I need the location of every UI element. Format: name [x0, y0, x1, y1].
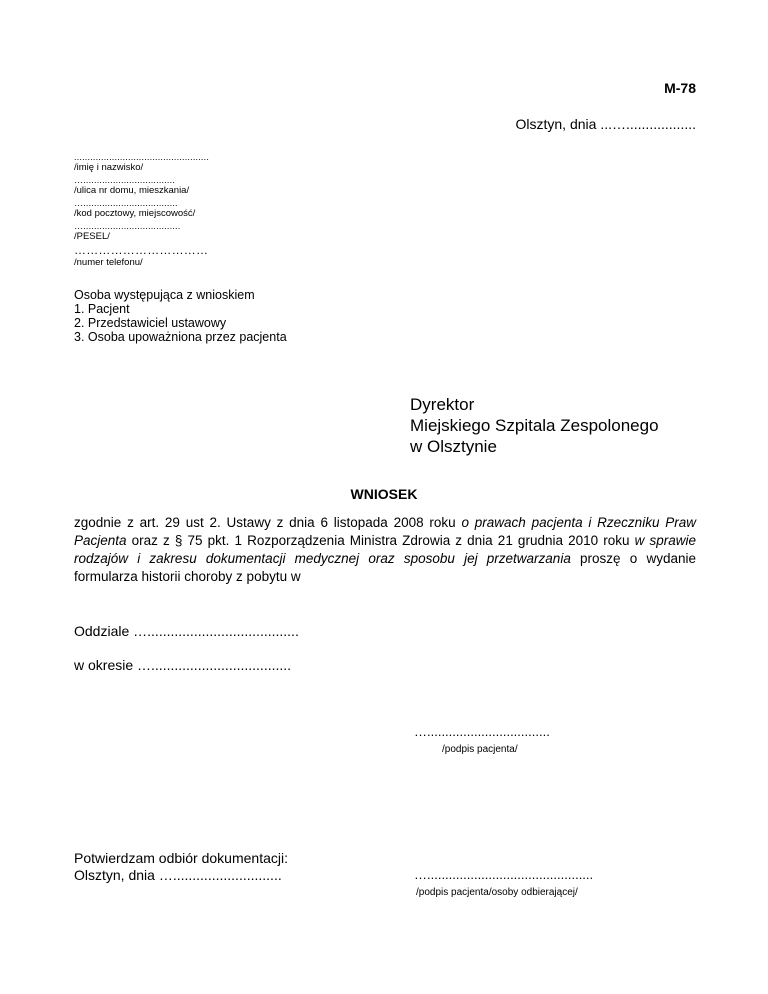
applicant-option-1: 1. Pacjent [74, 302, 130, 316]
addressee-line-3: w Olsztynie [410, 437, 497, 456]
receiver-signature-dots: ….............................................. [414, 867, 594, 882]
applicant-option-3: 3. Osoba upoważniona przez pacjenta [74, 330, 287, 344]
document-title: WNIOSEK [350, 486, 418, 502]
confirmation [74, 850, 288, 884]
patient-signature-label: /podpis pacjenta/ [442, 744, 518, 755]
department-line: Oddziale …....................................... [74, 623, 299, 639]
applicant-option-2: 2. Przedstawiciel ustawowy [74, 316, 227, 330]
confirmation-line-1: Potwierdzam odbiór dokumentacji: [74, 850, 288, 866]
confirmation-line-2: Olsztyn, dnia …............................ [74, 867, 282, 883]
addressee [410, 394, 659, 457]
name-label: /imię i nazwisko/ [74, 162, 144, 173]
postal-label: /kod pocztowy, miejscowość/ [74, 208, 196, 219]
period-line: w okresie ….................................... [74, 657, 292, 673]
applicant-type [74, 288, 287, 344]
phone-field [74, 244, 209, 268]
body-part-2: oraz z § 75 pkt. 1 Rozporządzenia Ministra Zdrowia z dnia 21 grudnia 2010 roku [126, 533, 635, 548]
body-italic-1: o prawach pacjenta i Rzeczniku Praw Pacjenta [74, 515, 696, 548]
name-field [74, 152, 209, 173]
applicant-heading: Osoba występująca z wnioskiem [74, 288, 255, 302]
form-code: M-78 [664, 80, 696, 96]
phone-label: /numer telefonu/ [74, 257, 143, 268]
street-field [74, 175, 209, 196]
pesel-dots: ….................................... [74, 221, 181, 231]
body-part-1: zgodnie z art. 29 ust 2. Ustawy z dnia 6 listopada 2008 roku [74, 515, 462, 530]
applicant-fields [74, 152, 209, 270]
street-dots: ….................................. [74, 175, 176, 185]
receiver-signature-label: /podpis pacjenta/osoby odbierającej/ [416, 887, 578, 898]
date-line: Olsztyn, dnia ...….................. [515, 116, 696, 132]
patient-signature-dots: ….................................. [414, 724, 550, 739]
request-body [74, 514, 696, 586]
phone-dots: …………………………… [74, 243, 209, 257]
body-italic-2: w sprawie rodzajów i zakresu dokumentacji medycznej oraz sposobu jej przetwarzania [74, 533, 696, 566]
addressee-line-2: Miejskiego Szpitala Zespolonego [410, 416, 659, 435]
pesel-field [74, 221, 209, 242]
postal-dots: …................................... [74, 198, 178, 208]
pesel-label: /PESEL/ [74, 231, 110, 242]
addressee-line-1: Dyrektor [410, 395, 475, 414]
body-part-3: proszę o wydanie formularza historii choroby z pobytu w [74, 551, 696, 584]
postal-field [74, 198, 209, 219]
street-label: /ulica nr domu, mieszkania/ [74, 185, 190, 196]
name-dots: .................................................. [74, 152, 210, 162]
